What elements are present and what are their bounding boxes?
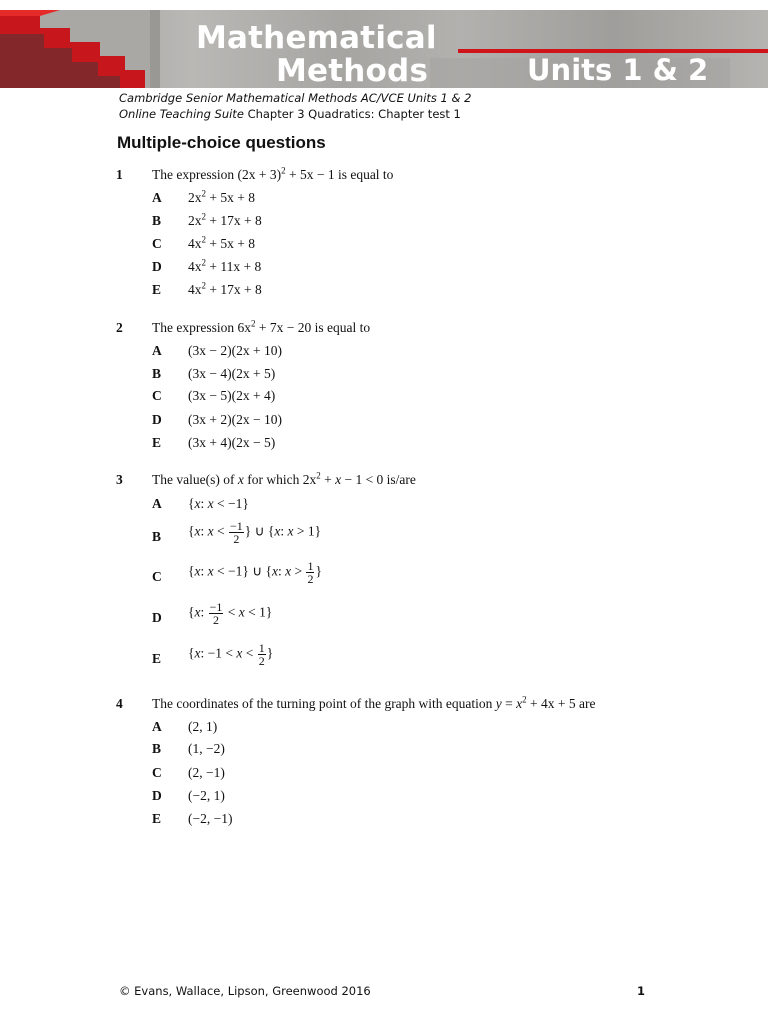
question-text: The expression $(2x + 3)^2 + 5x - 1$ is equal to (152, 165, 394, 182)
option-text: $4x^2 + 5x + 8$ (188, 234, 255, 251)
option-label: A (152, 496, 162, 511)
option-text: (3x + 4)(2x − 5) (188, 435, 276, 450)
option-label: E (152, 811, 162, 826)
banner-units: Units 1 & 2 (527, 53, 709, 87)
question-text: The expression $6x^2 + 7x - 20$ is equal to (152, 318, 371, 335)
header-banner (0, 10, 768, 88)
option-text: $4x^2 + 17x + 8$ (188, 280, 262, 297)
option-text: (2, −1) (188, 765, 225, 780)
question-text: The value(s) of x for which $2x^2 + x - 1 < 0$ is/are (152, 470, 416, 487)
option-text: (3x − 5)(2x + 4) (188, 388, 276, 403)
banner-title-line1: Mathematical (196, 20, 437, 56)
option-label: D (152, 412, 162, 427)
option-label: B (152, 741, 162, 756)
header-line1: Cambridge Senior Mathematical Methods AC/VCE Units 1 & 2 (119, 91, 472, 105)
option-label: D (152, 259, 162, 274)
option-text: $2x^2 + 17x + 8$ (188, 211, 262, 228)
option-label: B (152, 213, 162, 228)
option-label: C (152, 236, 162, 251)
option-label: E (152, 435, 162, 450)
option-label: A (152, 719, 162, 734)
option-text: (3x + 2)(2x − 10) (188, 412, 282, 427)
option-label: A (152, 343, 162, 358)
option-label: E (152, 651, 162, 666)
option-label: C (152, 569, 162, 584)
banner-title-line2: Methods (276, 53, 429, 88)
option-text: $2x^2 + 5x + 8$ (188, 188, 255, 205)
option-label: E (152, 282, 162, 297)
option-label: C (152, 388, 162, 403)
option-label: C (152, 765, 162, 780)
section-title: Multiple-choice questions (117, 133, 326, 152)
option-label: B (152, 529, 162, 544)
option-label: D (152, 610, 162, 625)
option-label: D (152, 788, 162, 803)
option-text: {x: −1 < x < $\frac{1}{2}$ } (188, 641, 274, 668)
question-number: 3 (116, 472, 123, 487)
question-text: The coordinates of the turning point of the graph with equation $y = x^2 + 4x + 5$ are (152, 694, 596, 711)
header-line2-italic: Online Teaching Suite (119, 107, 244, 121)
option-text: {x: $\frac{-1}{2}$ < x < 1} (188, 600, 273, 627)
header-line2-rest: Chapter 3 Quadratics: Chapter test 1 (247, 107, 461, 121)
header-line2 (119, 106, 471, 122)
option-text: $4x^2 + 11x + 8$ (188, 257, 262, 274)
option-text: {x: x < −1} (188, 496, 249, 511)
question-number: 1 (116, 167, 123, 182)
option-text: (−2, 1) (188, 788, 225, 803)
option-text: (2, 1) (188, 719, 218, 734)
option-label: A (152, 190, 162, 205)
page-number: 1 (637, 984, 646, 998)
footer-copyright: © Evans, Wallace, Lipson, Greenwood 2016 (119, 984, 371, 998)
question-number: 4 (116, 696, 123, 711)
option-text: (−2, −1) (188, 811, 233, 826)
document-header (119, 90, 471, 122)
question-number: 2 (116, 320, 123, 335)
option-text: {x: x < −1} ∪ {x: x > $\frac{1}{2}$ } (188, 559, 322, 586)
option-text: (1, −2) (188, 741, 225, 756)
banner-title (196, 22, 437, 88)
option-text: (3x − 4)(2x + 5) (188, 366, 276, 381)
option-text: (3x − 2)(2x + 10) (188, 343, 282, 358)
option-label: B (152, 366, 162, 381)
option-text: {x: x < $\frac{-1}{2}$ } ∪ {x: x > 1} (188, 519, 322, 546)
